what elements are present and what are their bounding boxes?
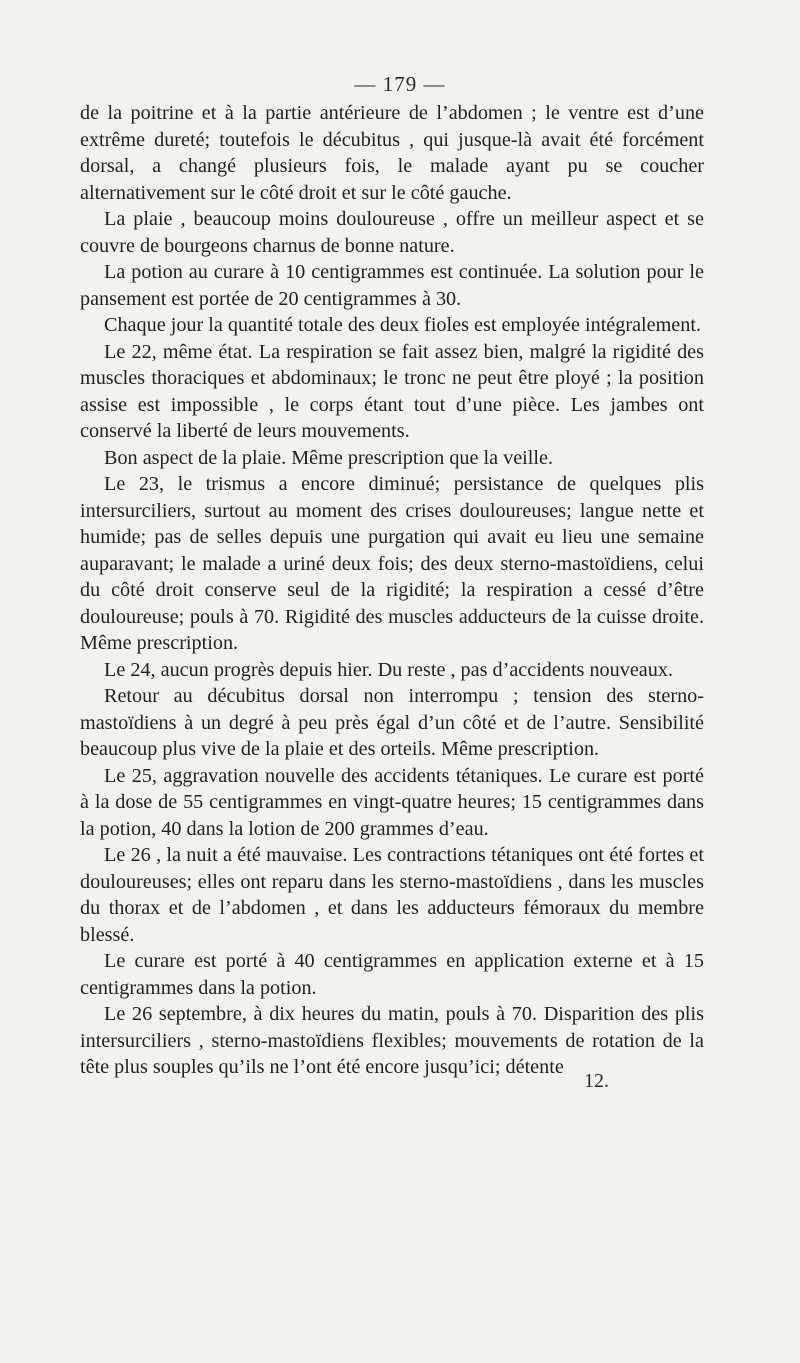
body-text [80, 100, 704, 1081]
paragraph-5: Le 22, même état. La respiration se fait assez bien, malgré la rigidité des muscles thoraciques et abdominaux; le tronc ne peut être ployé ; la position assise est impossible , le corps étant tout d’une pièce. Les jambes ont conservé la liberté de leurs mouvements. [80, 340, 704, 442]
paragraph-10: Le 25, aggravation nouvelle des accidents tétaniques. Le curare est porté à la dose de 55 centigrammes en vingt-quatre heures; 15 centigrammes dans la potion, 40 dans la lotion de 200 grammes d’eau. [80, 764, 704, 840]
paragraph-2: La plaie , beaucoup moins douloureuse , offre un meilleur aspect et se couvre de bourgeons charnus de bonne nature. [80, 208, 704, 257]
paragraph-8: Le 24, aucun progrès depuis hier. Du reste , pas d’accidents nouveaux. [104, 658, 673, 681]
paragraph-1: de la poitrine et à la partie antérieure de l’abdomen ; le ventre est d’une extrême dureté; toutefois le décubitus , qui jusque-là avait été forcément dorsal, a changé plusieurs fois, le malade ayant pu se coucher alternativement sur le côté droit et sur le côté gauche. [80, 102, 704, 204]
paragraph-6: Bon aspect de la plaie. Même prescription que la veille. [104, 446, 554, 469]
paragraph-12: Le curare est porté à 40 centigrammes en application externe et à 15 centigrammes dans la potion. [80, 950, 704, 999]
paragraph-4: Chaque jour la quantité totale des deux fioles est employée intégralement. [104, 314, 702, 336]
paragraph-11: Le 26 , la nuit a été mauvaise. Les contractions tétaniques ont été fortes et douloureuses; elles ont reparu dans les sterno-mastoïdiens , dans les muscles du thorax et de l’abdomen , et dans les adducteurs fémoraux du membre blessé. [80, 844, 704, 946]
paragraph-3: La potion au curare à 10 centigrammes est continuée. La solution pour le pansement est portée de 20 centigrammes à 30. [80, 261, 704, 310]
paragraph-9: Retour au décubitus dorsal non interrompu ; tension des sterno-mastoïdiens à un degré à peu près égal d’un côté et de l’autre. Sensibilité beaucoup plus vive de la plaie et des orteils. Même prescription. [80, 685, 704, 760]
paragraph-13: Le 26 septembre, à dix heures du matin, pouls à 70. Disparition des plis intersurciliers , sterno-mastoïdiens flexibles; mouvements de rotation de la tête plus souples qu’ils ne l’ont été encore jusqu’ici; détente [80, 1003, 704, 1078]
page-number: — 179 — [354, 72, 446, 96]
signature-mark: 12. [584, 1070, 609, 1092]
paragraph-7: Le 23, le trismus a encore diminué; persistance de quelques plis intersurciliers, surtout au moment des crises douloureuses; langue nette et humide; pas de selles depuis une purgation qui avait eu lieu une semaine auparavant; le malade a uriné deux fois; des deux sterno-mastoïdiens, celui du côté droit conserve seul de la rigidité; la respiration a cessé d’être douloureuse; pouls à 70. Rigidité des muscles adducteurs de la cuisse droite. Même prescription. [80, 473, 704, 654]
